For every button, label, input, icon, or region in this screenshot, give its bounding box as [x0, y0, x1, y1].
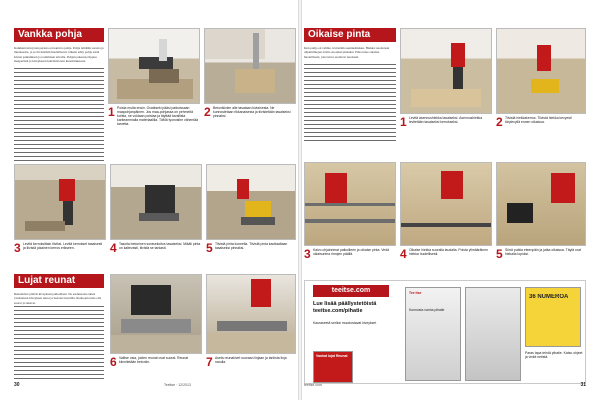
caption-number: 2: [496, 115, 503, 129]
magazine-title: Tee itse: [409, 291, 422, 295]
promo-badge: [525, 287, 581, 347]
body-text: Reunakivet pitävät kiveyksen paikoillaan. Ne asennetaan ennen varsinaisen kiveyksen tekoa ja tuetaan betonilla. Reunojen tulee olla suorat ja tukevat.: [14, 292, 102, 305]
caption-number: 2: [204, 105, 211, 119]
caption-text: Aseta reunakivet suoraan linjaan ja tarkista linja narulla.: [215, 356, 287, 364]
caption-number: 1: [400, 115, 407, 129]
magazine-subtitle: Kunnosta vanha pihatie: [409, 308, 445, 312]
ad-title: Lue lisää päällystetöistä teeitse.com/pihatie: [313, 301, 377, 314]
caption-text: Levitä asennushiekka tasaiseksi. Asennushiekka levitetään tasaiseksi kerrokseksi.: [409, 116, 483, 124]
photo-curb-line: [206, 274, 296, 354]
text-column: [14, 306, 104, 382]
photo-yellow-compactor: [206, 164, 296, 240]
page-number: 31: [580, 382, 586, 388]
photo-curb-stone: [110, 274, 202, 354]
section-title: Lujat reunat: [14, 274, 104, 288]
caption-text: Oikaise hiekka suoralla laudalla. Poista ylimääräinen hiekka huolellisesti.: [409, 248, 488, 256]
ad-text: Kauraseetä seriksi muodostavat kiveykset: [313, 321, 377, 325]
body-text: Kaikkien kiveysten perusta on kantava pohja. Pohja tehdään sorasta ja murskeesta, ja se tiivistetään huolellisesti. Oikein tehty pohja estää kivien painumisen ja routimisen talvella. Pohjan paksuus riippuu maaperästä ja kiveykseen kohdistuvasta kuormituksesta.: [14, 46, 104, 63]
magazine-title: Vanhat lujat Reunat: [316, 354, 348, 358]
photo-sand-compacting: [496, 28, 586, 114]
caption-text: Siirrä putkia eteenpäin ja jatka oikaisua. Täytä urat hiekalla lopuksi.: [505, 248, 581, 256]
caption-text: Tiivistä pinta koneella. Tiivistä pinta kauttaaltaan tasaiseksi pinnaksi.: [215, 242, 288, 250]
caption-text: Tasoita betoninen sorasekoitus tasaiseksi. Mikäli pinta on kaltevasti, tiivistä se tarkasti.: [119, 242, 201, 250]
caption-number: 5: [206, 241, 213, 255]
section-title: Oikaise pinta: [304, 28, 396, 42]
photo-worker-gravel: [14, 164, 106, 240]
body-text: Kun pohja on valmis, levitetään asennushiekka. Hiekka tasoitetaan ohjainrimojen avulla suoraksi pinnaksi. Pinta tulee oikaista huolellisesti, jotta kivet asettuvat tasaisesti.: [304, 46, 390, 59]
caption-number: 1: [108, 105, 115, 119]
caption-text: Poista multa ensin. Ovatkseki pääsi paikoissaan maapohjanpäinen. Jos maa-pohjassa on pehmeitä kohtia, ne voidaan poistaa ja täyttää tavallista karkeammalla materiaalilla. TäMä tyonvaihe vähentää tarvetta.: [117, 106, 198, 126]
caption-number: 7: [206, 355, 213, 369]
magazine-cover: [405, 287, 461, 381]
advertisement[interactable]: [304, 280, 586, 384]
caption-text: Kaivo ohjainrimat paikoilleen ja oikaise pinta. Vedä oikaisurima rimojen päällä.: [313, 248, 389, 256]
photo-house-gravel: [204, 28, 296, 104]
caption-number: 5: [496, 247, 503, 261]
page-number: 30: [14, 382, 20, 388]
caption-text: Levitä kerroksittain tiiviksi. Levitä kerrokset tasaisesti ja tiivistä jokainen kerros erikseen.: [23, 242, 103, 250]
caption-number: 4: [400, 247, 407, 261]
caption-number: 6: [110, 355, 117, 369]
footer-text: Teeitse · 12/2013: [164, 383, 191, 387]
footer-text: teeitse.com: [304, 383, 322, 387]
photo-excavator: [108, 28, 200, 104]
photo-screed-rail: [304, 162, 396, 246]
text-column: [304, 64, 396, 146]
caption-number: 3: [304, 247, 311, 261]
caption-text: Betonikivien alle tasataan kiviainesta. Ne kunnostetaan rikkanaisesta ja tiivistetään tasaiseksi pinnaksi.: [213, 106, 291, 118]
ad-side-text: Paras tapa tehdä pihatie. Katso ohjeet ja vinkit netistä.: [525, 351, 583, 359]
photo-sand-spreading: [400, 28, 492, 114]
photo-screed-board: [400, 162, 492, 246]
caption-number: 4: [110, 241, 117, 255]
left-page: [14, 16, 296, 390]
magazine-cover: [313, 351, 353, 383]
page-gutter: [298, 0, 302, 400]
ad-banner[interactable]: teeitse.com: [313, 285, 389, 297]
photo-plate-compactor: [110, 164, 202, 240]
magazine-cover: [465, 287, 521, 381]
photo-sand-rake: [496, 162, 586, 246]
caption-number: 3: [14, 241, 21, 255]
promo-badge-text: 36 NUMEROA: [529, 294, 569, 300]
right-page: [304, 16, 586, 390]
section-title: Vankka pohja: [14, 28, 104, 42]
caption-text: Valitse osia, joiden reunat ovat suorat. Reunat kiinnitetään betoniin.: [119, 356, 189, 364]
caption-text: Tiivistä hiekkakerros. Tiivistä hiekka kevyesti tärylevyllä ennen oikaisua.: [505, 116, 572, 124]
